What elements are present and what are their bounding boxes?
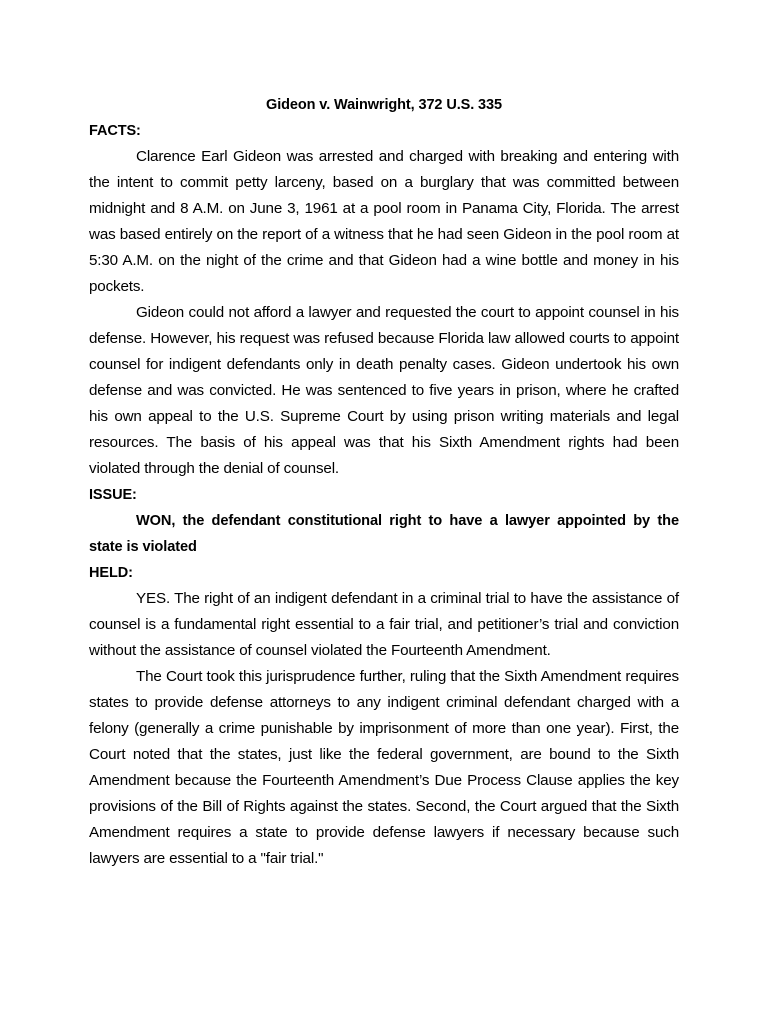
facts-paragraph-1: Clarence Earl Gideon was arrested and charged with breaking and entering with the intent to commit petty larceny, based on a burglary that was committed between midnight and 8 A.M. on June 3, 1961 at a pool room in Panama City, Florida. The arrest was based entirely on the report of a witness that he had seen Gideon in the pool room at 5:30 A.M. on the night of the crime and that Gideon had a wine bottle and money in his pockets.: [89, 148, 679, 295]
facts-paragraph-2: Gideon could not afford a lawyer and requested the court to appoint counsel in his defense. However, his request was refused because Florida law allowed courts to appoint counsel for indigent defendants only in death penalty cases. Gideon undertook his own defense and was convicted. He was sentenced to five years in prison, where he crafted his own appeal to the U.S. Supreme Court by using prison writing materials and legal resources. The basis of his appeal was that his Sixth Amendment rights had been violated through the denial of counsel.: [89, 304, 679, 477]
document-title: Gideon v. Wainwright, 372 U.S. 335: [266, 97, 502, 113]
document-body: [89, 92, 679, 872]
section-heading-facts: FACTS:: [89, 123, 141, 139]
held-paragraph-2: The Court took this jurisprudence further, ruling that the Sixth Amendment requires states to provide defense attorneys to any indigent criminal defendant charged with a felony (generally a crime punishable by imprisonment of more than one year). First, the Court noted that the states, just like the federal government, are bound to the Sixth Amendment because the Fourteenth Amendment’s Due Process Clause applies the key provisions of the Bill of Rights against the states. Second, the Court argued that the Sixth Amendment requires a state to provide defense lawyers if necessary because such lawyers are essential to a "fair trial.": [89, 668, 679, 867]
section-heading-issue: ISSUE:: [89, 487, 137, 503]
held-paragraph-1: YES. The right of an indigent defendant in a criminal trial to have the assistance of counsel is a fundamental right essential to a fair trial, and petitioner’s trial and conviction without the assistance of counsel violated the Fourteenth Amendment.: [89, 590, 679, 659]
section-heading-held: HELD:: [89, 565, 133, 581]
issue-paragraph-1: WON, the defendant constitutional right to have a lawyer appointed by the state is violated: [89, 513, 679, 555]
